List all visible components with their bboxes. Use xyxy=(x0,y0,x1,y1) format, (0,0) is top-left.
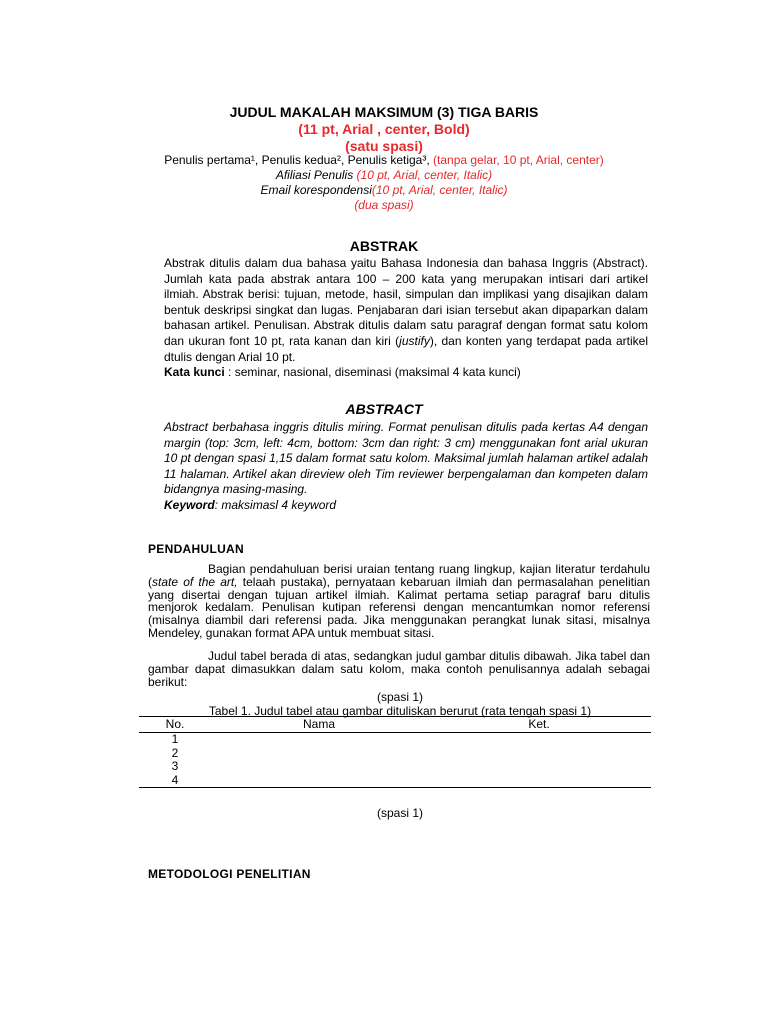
affiliation-note: (10 pt, Arial, center, Italic) xyxy=(356,168,493,182)
keyword-text: : maksimasl 4 keyword xyxy=(214,497,337,512)
metodologi-heading: METODOLOGI PENELITIAN xyxy=(148,867,311,881)
paper-title xyxy=(0,104,768,155)
table-row xyxy=(139,760,651,774)
spasi-before-table: (spasi 1) xyxy=(376,690,423,704)
table-row xyxy=(139,733,651,747)
kata-kunci-label: Kata kunci xyxy=(164,365,225,380)
affiliation: Afiliasi Penulis xyxy=(275,168,357,182)
title-spacing-note: (satu spasi) xyxy=(345,138,423,154)
author-block xyxy=(0,153,768,213)
pendahuluan-heading: PENDAHULUAN xyxy=(148,542,244,556)
abstract-body xyxy=(164,420,648,514)
table-cell-no: 3 xyxy=(171,759,179,774)
table-header-no: No. xyxy=(139,717,211,733)
title-line-1: JUDUL MAKALAH MAKSIMUM (3) TIGA BARIS xyxy=(229,104,539,120)
email-line xyxy=(0,183,768,198)
pendahuluan-p1-italic: state of the art, xyxy=(152,574,238,589)
author-spacing-note: (dua spasi) xyxy=(354,198,414,212)
table-row xyxy=(139,747,651,761)
abstrak-text: Abstrak ditulis dalam dua bahasa yaitu Bahasa Indonesia dan bahasa Inggris (Abstract). Jumlah kata pada abstrak antara 100 – 200 kata yang merupakan intisari dari artikel ilmiah. Abstrak berisi: tujuan, metode, hasil, simpulan dan implikasi yang disajikan dalam bentuk deskripsi singkat dan lugas. Penjabaran dari isian tersebut akan dipaparkan dalam bahasan artikel. Penulisan. Abstrak ditulis dalam satu paragraf dengan format satu kolom dan ukuran font 10 pt, rata kanan dan kiri ( xyxy=(164,256,648,348)
table-header-row xyxy=(139,717,651,733)
keyword-label: Keyword xyxy=(164,497,215,512)
sample-table xyxy=(139,716,651,788)
abstrak-text-italic: justify xyxy=(399,333,430,348)
author-names-line xyxy=(0,153,768,168)
kata-kunci-text: : seminar, nasional, diseminasi (maksimal 4 kata kunci) xyxy=(224,365,521,380)
abstract-heading: ABSTRACT xyxy=(345,401,423,417)
affiliation-line xyxy=(0,168,768,183)
table-header-ket: Ket. xyxy=(427,717,651,733)
author-names: Penulis pertama¹, Penulis kedua², Penulis ketiga³, xyxy=(164,153,434,167)
table-row xyxy=(139,774,651,788)
title-format-note: (11 pt, Arial , center, Bold) xyxy=(298,121,470,137)
email: Email korespondensi xyxy=(260,183,372,197)
pendahuluan-paragraph-2: Judul tabel berada di atas, sedangkan judul gambar ditulis dibawah. Jika tabel dan gambar dapat dimasukkan dalam satu kolom, maka contoh penulisannya adalah sebagai berikut: xyxy=(148,649,650,689)
pendahuluan-p1-b: telaah pustaka), pernyataan kebaruan ilmiah dan permasalahan penelitian yang disertai dengan tujuan artikel ilmiah. Kalimat pertama setiap paragraf baru ditulis menjorok kedalam. Penulisan kutipan referensi dengan mencantumkan nomor referensi (misalnya diambil dari referensi pada. Jika menggunakan perangkat lunak sitasi, misalnya Mendeley, gunakan format APA untuk membuat sitasi. xyxy=(148,574,650,640)
table-cell-no: 1 xyxy=(171,732,179,747)
abstrak-heading: ABSTRAK xyxy=(349,238,419,254)
table-header-nama: Nama xyxy=(211,717,427,733)
pendahuluan-p1-a: Bagian pendahuluan berisi uraian tentang ruang lingkup, kajian literatur terdahulu ( xyxy=(148,562,650,589)
spasi-after-table: (spasi 1) xyxy=(376,806,423,820)
author-names-note: (tanpa gelar, 10 pt, Arial, center) xyxy=(433,153,604,167)
pendahuluan-paragraph-1 xyxy=(148,563,650,640)
abstrak-text-end: ), dan konten yang terdapat pada artikel dtulis dengan Arial 10 pt. xyxy=(164,333,648,364)
abstrak-body xyxy=(164,256,648,381)
email-note: (10 pt, Arial, center, Italic) xyxy=(371,183,508,197)
abstract-text: Abstract berbahasa inggris ditulis miring. Format penulisan ditulis pada kertas A4 dengan margin (top: 3cm, left: 4cm, bottom: 3cm dan right: 3 cm) menggunakan font arial ukuran 10 pt dengan spasi 1,15 dalam format satu kolom. Maksimal jumlah halaman artikel adalah 11 halaman. Artikel akan direview oleh Tim reviewer berpengalaman dan kompeten dalam bidangnya masing-masing. xyxy=(164,420,648,497)
table-caption: Tabel 1. Judul tabel atau gambar dituliskan berurut (rata tengah spasi 1) xyxy=(208,704,592,718)
table-cell-no: 2 xyxy=(171,745,179,760)
table-cell-no: 4 xyxy=(171,772,179,787)
